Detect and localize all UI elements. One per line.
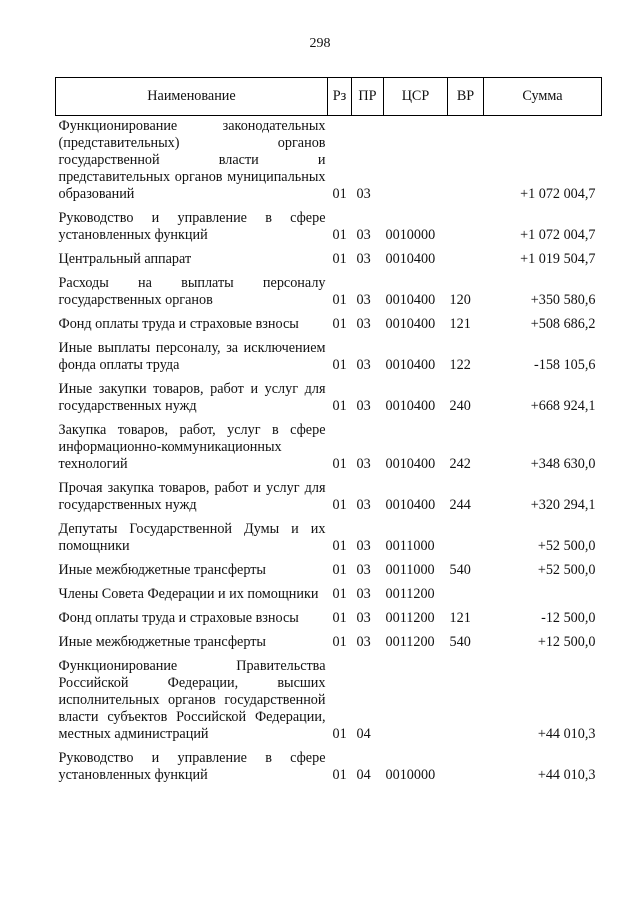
cell-pr: 03 xyxy=(356,538,371,554)
table-row xyxy=(56,268,602,309)
cell-name: Иные закупки товаров, работ и услуг для государственных нужд xyxy=(58,381,326,414)
cell-name: Члены Совета Федерации и их помощники xyxy=(58,586,319,602)
table-row xyxy=(56,555,602,579)
cell-pr: 03 xyxy=(356,186,371,202)
table-row xyxy=(56,244,602,268)
cell-rz: 01 xyxy=(332,726,347,742)
cell-pr: 03 xyxy=(356,357,371,373)
table-row xyxy=(56,116,602,204)
cell-sum: +44 010,3 xyxy=(537,767,596,783)
table-body xyxy=(56,116,602,785)
cell-csr: 0010400 xyxy=(385,357,436,373)
cell-name: Расходы на выплаты персоналу государственных органов xyxy=(58,275,326,308)
header-name: Наименование xyxy=(56,78,328,116)
cell-pr: 03 xyxy=(356,398,371,414)
cell-pr: 03 xyxy=(356,292,371,308)
cell-sum: +350 580,6 xyxy=(530,292,596,308)
header-rz: Рз xyxy=(328,78,352,116)
cell-vr xyxy=(448,244,484,268)
cell-sum: +320 294,1 xyxy=(530,497,596,513)
cell-csr: 0011000 xyxy=(385,538,435,554)
cell-vr: 240 xyxy=(449,398,471,414)
cell-sum: +12 500,0 xyxy=(537,634,596,650)
cell-pr: 03 xyxy=(356,316,371,332)
cell-rz: 01 xyxy=(332,186,347,202)
cell-pr: 03 xyxy=(356,456,371,472)
cell-sum: +44 010,3 xyxy=(537,726,596,742)
table-row xyxy=(56,627,602,651)
cell-rz: 01 xyxy=(332,497,347,513)
header-pr: ПР xyxy=(352,78,384,116)
cell-rz: 01 xyxy=(332,398,347,414)
cell-vr: 540 xyxy=(449,634,471,650)
cell-csr: 0010400 xyxy=(385,292,436,308)
cell-csr: 0010400 xyxy=(385,251,436,267)
budget-table xyxy=(55,77,602,784)
cell-rz: 01 xyxy=(332,251,347,267)
cell-pr: 03 xyxy=(356,227,371,243)
cell-rz: 01 xyxy=(332,227,347,243)
cell-csr: 0010000 xyxy=(385,227,436,243)
cell-csr: 0011200 xyxy=(385,634,435,650)
cell-vr: 121 xyxy=(449,316,471,332)
cell-sum: +508 686,2 xyxy=(530,316,596,332)
cell-name: Депутаты Государственной Думы и их помощники xyxy=(58,521,326,554)
cell-rz: 01 xyxy=(332,357,347,373)
cell-name: Центральный аппарат xyxy=(58,251,192,267)
header-sum: Сумма xyxy=(484,78,602,116)
cell-name: Функционирование законодательных (представительных) органов государственной власти и представительных органов муниципальных образований xyxy=(58,118,326,202)
cell-rz: 01 xyxy=(332,538,347,554)
cell-vr xyxy=(448,203,484,244)
cell-name: Иные выплаты персоналу, за исключением фонда оплаты труда xyxy=(58,340,326,373)
table-row xyxy=(56,651,602,743)
table-row xyxy=(56,374,602,415)
cell-sum xyxy=(484,579,602,603)
cell-sum: +668 924,1 xyxy=(530,398,596,414)
header-csr: ЦСР xyxy=(384,78,448,116)
cell-csr xyxy=(384,116,448,204)
cell-pr: 03 xyxy=(356,634,371,650)
cell-rz: 01 xyxy=(332,767,347,783)
cell-pr: 03 xyxy=(356,586,371,602)
table-header xyxy=(56,78,602,116)
cell-pr: 03 xyxy=(356,497,371,513)
page-number: 298 xyxy=(309,36,331,51)
cell-vr: 242 xyxy=(449,456,471,472)
cell-csr: 0010400 xyxy=(385,456,436,472)
cell-name: Прочая закупка товаров, работ и услуг для государственных нужд xyxy=(58,480,326,513)
table-row xyxy=(56,333,602,374)
cell-rz: 01 xyxy=(332,456,347,472)
cell-csr: 0011000 xyxy=(385,562,435,578)
cell-vr xyxy=(448,651,484,743)
cell-vr: 244 xyxy=(449,497,471,513)
cell-csr: 0010400 xyxy=(385,316,436,332)
cell-csr: 0010400 xyxy=(385,398,436,414)
cell-name: Иные межбюджетные трансферты xyxy=(58,562,266,578)
cell-pr: 03 xyxy=(356,610,371,626)
table-row xyxy=(56,415,602,473)
cell-vr xyxy=(448,514,484,555)
cell-pr: 03 xyxy=(356,562,371,578)
cell-csr xyxy=(384,651,448,743)
cell-sum: +1 072 004,7 xyxy=(520,186,596,202)
cell-csr: 0011200 xyxy=(385,586,435,602)
table-row xyxy=(56,579,602,603)
cell-sum: +52 500,0 xyxy=(537,538,596,554)
cell-vr: 120 xyxy=(449,292,471,308)
cell-name: Фонд оплаты труда и страховые взносы xyxy=(58,316,299,332)
table-row xyxy=(56,309,602,333)
cell-vr: 122 xyxy=(449,357,471,373)
cell-rz: 01 xyxy=(332,586,347,602)
cell-rz: 01 xyxy=(332,634,347,650)
cell-vr xyxy=(448,116,484,204)
cell-csr: 0010000 xyxy=(385,767,436,783)
cell-name: Руководство и управление в сфере установленных функций xyxy=(58,750,326,783)
cell-vr: 121 xyxy=(449,610,471,626)
cell-sum: -158 105,6 xyxy=(534,357,596,373)
cell-sum: +348 630,0 xyxy=(530,456,596,472)
cell-vr xyxy=(448,743,484,784)
cell-name: Иные межбюджетные трансферты xyxy=(58,634,266,650)
cell-rz: 01 xyxy=(332,610,347,626)
table-row xyxy=(56,743,602,784)
cell-rz: 01 xyxy=(332,316,347,332)
cell-sum: -12 500,0 xyxy=(541,610,596,626)
cell-pr: 04 xyxy=(356,726,371,742)
table-row xyxy=(56,514,602,555)
header-vr: ВР xyxy=(448,78,484,116)
cell-vr: 540 xyxy=(449,562,471,578)
cell-name: Функционирование Правительства Российской Федерации, высших исполнительных органов государственной власти субъектов Российской Федерации, местных администраций xyxy=(58,658,326,742)
cell-csr: 0011200 xyxy=(385,610,435,626)
cell-name: Закупка товаров, работ, услуг в сфере информационно-коммуникационных технологий xyxy=(58,422,326,472)
cell-sum: +1 072 004,7 xyxy=(520,227,596,243)
cell-sum: +52 500,0 xyxy=(537,562,596,578)
cell-name: Фонд оплаты труда и страховые взносы xyxy=(58,610,299,626)
cell-pr: 03 xyxy=(356,251,371,267)
table-row xyxy=(56,203,602,244)
cell-rz: 01 xyxy=(332,562,347,578)
cell-name: Руководство и управление в сфере установленных функций xyxy=(58,210,326,243)
cell-rz: 01 xyxy=(332,292,347,308)
cell-sum: +1 019 504,7 xyxy=(520,251,596,267)
table-row xyxy=(56,473,602,514)
cell-pr: 04 xyxy=(356,767,371,783)
cell-csr: 0010400 xyxy=(385,497,436,513)
table-row xyxy=(56,603,602,627)
cell-vr xyxy=(448,579,484,603)
